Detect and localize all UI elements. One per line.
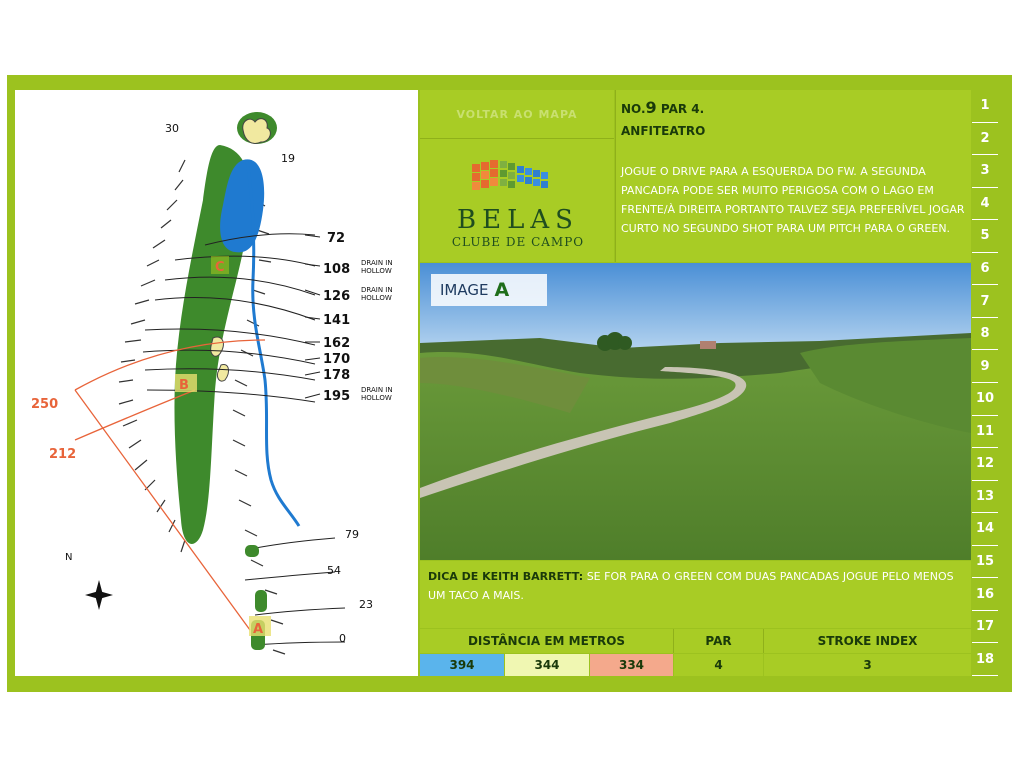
logo-subtitle: CLUBE DE CAMPO xyxy=(451,235,585,249)
fairway-bunker xyxy=(217,364,228,381)
hole-nav-item-15[interactable]: 15 xyxy=(972,546,998,579)
stroke-index-header: STROKE INDEX xyxy=(764,629,971,653)
distance-label: 126 xyxy=(323,289,351,304)
hole-heading xyxy=(621,98,704,117)
hole-par: PAR 4. xyxy=(660,102,705,116)
tip-title: DICA DE KEITH BARRETT: xyxy=(428,570,584,583)
stroke-index-value: 3 xyxy=(764,654,971,676)
distance-label: 108 xyxy=(323,262,351,277)
layup-distance-label: 250 xyxy=(31,397,59,412)
hole-name: ANFITEATRO xyxy=(621,124,706,138)
photo-label-letter: A xyxy=(494,279,510,301)
distance-header: DISTÂNCIA EM METROS xyxy=(420,629,674,653)
hole-nav-item-18[interactable]: 18 xyxy=(972,643,998,676)
drain-label: DRAIN IN xyxy=(361,286,393,294)
distance-label: 141 xyxy=(323,313,351,328)
back-to-map-button[interactable]: VOLTAR AO MAPA xyxy=(420,90,614,139)
photo-label xyxy=(431,274,547,306)
hole-map-drawing xyxy=(15,90,418,676)
hole-description: JOGUE O DRIVE PARA A ESQUERDA DO FW. A SEGUNDA PANCADFA PODE SER MUITO PERIGOSA COM O LAGO EM FRENTE/À DIREITA PORTANTO TALVEZ SEJA PREFERÍVEL JOGAR CURTO NO SEGUNDO SHOT PARA UM PITCH PARA O GREEN. xyxy=(621,165,965,235)
back-distance-label: 30 xyxy=(165,122,179,135)
photo-scene xyxy=(420,263,971,560)
tee-box xyxy=(245,545,259,557)
distance-blue: 394 xyxy=(420,654,504,676)
distance-label: 72 xyxy=(327,231,346,246)
drain-label: HOLLOW xyxy=(361,267,392,275)
distance-arcs xyxy=(143,234,345,645)
marker-c: C xyxy=(215,260,225,275)
hole-nav-item-10[interactable]: 10 xyxy=(972,383,998,416)
hole-nav-item-9[interactable]: 9 xyxy=(972,350,998,383)
hole-nav-item-16[interactable]: 16 xyxy=(972,578,998,611)
distance-label: 195 xyxy=(323,389,351,404)
tee-distance-label: 54 xyxy=(327,564,341,577)
distance-yellow: 344 xyxy=(505,654,589,676)
tip-body: SE FOR PARA O GREEN COM DUAS PANCADAS JOGUE PELO MENOS UM TACO A MAIS. xyxy=(428,570,954,602)
drain-label: DRAIN IN xyxy=(361,259,393,267)
tee-distance-label: 23 xyxy=(359,598,373,611)
hole-nav-item-8[interactable]: 8 xyxy=(972,318,998,351)
green-bunker xyxy=(243,119,271,144)
hole-photo xyxy=(420,263,971,560)
tee-distance-label: 0 xyxy=(339,632,346,645)
par-value: 4 xyxy=(674,654,763,676)
drain-label: DRAIN IN xyxy=(361,386,393,394)
marker-a: A xyxy=(253,622,264,637)
tee-box xyxy=(255,590,267,612)
hole-number: 9 xyxy=(645,98,657,117)
distance-label: 178 xyxy=(323,368,351,383)
par-header: PAR xyxy=(674,629,764,653)
hole-map xyxy=(15,90,418,676)
logo-wordmark: BELAS xyxy=(457,205,579,235)
back-distance-label: 19 xyxy=(281,152,295,165)
tip-text xyxy=(428,567,958,605)
distance-red: 334 xyxy=(590,654,673,676)
tee-distance-label: 79 xyxy=(345,528,359,541)
hole-nav-item-4[interactable]: 4 xyxy=(972,188,998,221)
photo-label-prefix: IMAGE xyxy=(440,281,489,299)
layup-distance-label: 212 xyxy=(49,447,77,462)
layup-lines xyxy=(75,340,265,630)
hole-nav-item-11[interactable]: 11 xyxy=(972,416,998,449)
hole-nav-item-1[interactable]: 1 xyxy=(972,90,998,123)
hole-nav-item-2[interactable]: 2 xyxy=(972,123,998,156)
distance-label: 170 xyxy=(323,352,351,367)
hole-nav-item-17[interactable]: 17 xyxy=(972,611,998,644)
hole-nav-item-7[interactable]: 7 xyxy=(972,285,998,318)
compass-icon xyxy=(65,552,113,610)
hole-nav-item-3[interactable]: 3 xyxy=(972,155,998,188)
hole-nav-item-5[interactable]: 5 xyxy=(972,220,998,253)
hole-nav-item-13[interactable]: 13 xyxy=(972,481,998,514)
hole-prefix: NO. xyxy=(621,102,646,116)
fairway-bunker xyxy=(211,337,224,356)
drain-label: HOLLOW xyxy=(361,394,392,402)
distance-leaders xyxy=(305,235,320,398)
hole-nav-item-14[interactable]: 14 xyxy=(972,513,998,546)
hole-nav-item-6[interactable]: 6 xyxy=(972,253,998,286)
drain-label: HOLLOW xyxy=(361,294,392,302)
marker-b: B xyxy=(179,378,189,393)
distance-label: 162 xyxy=(323,336,351,351)
svg-text:N: N xyxy=(65,552,73,563)
hole-nav-item-12[interactable]: 12 xyxy=(972,448,998,481)
